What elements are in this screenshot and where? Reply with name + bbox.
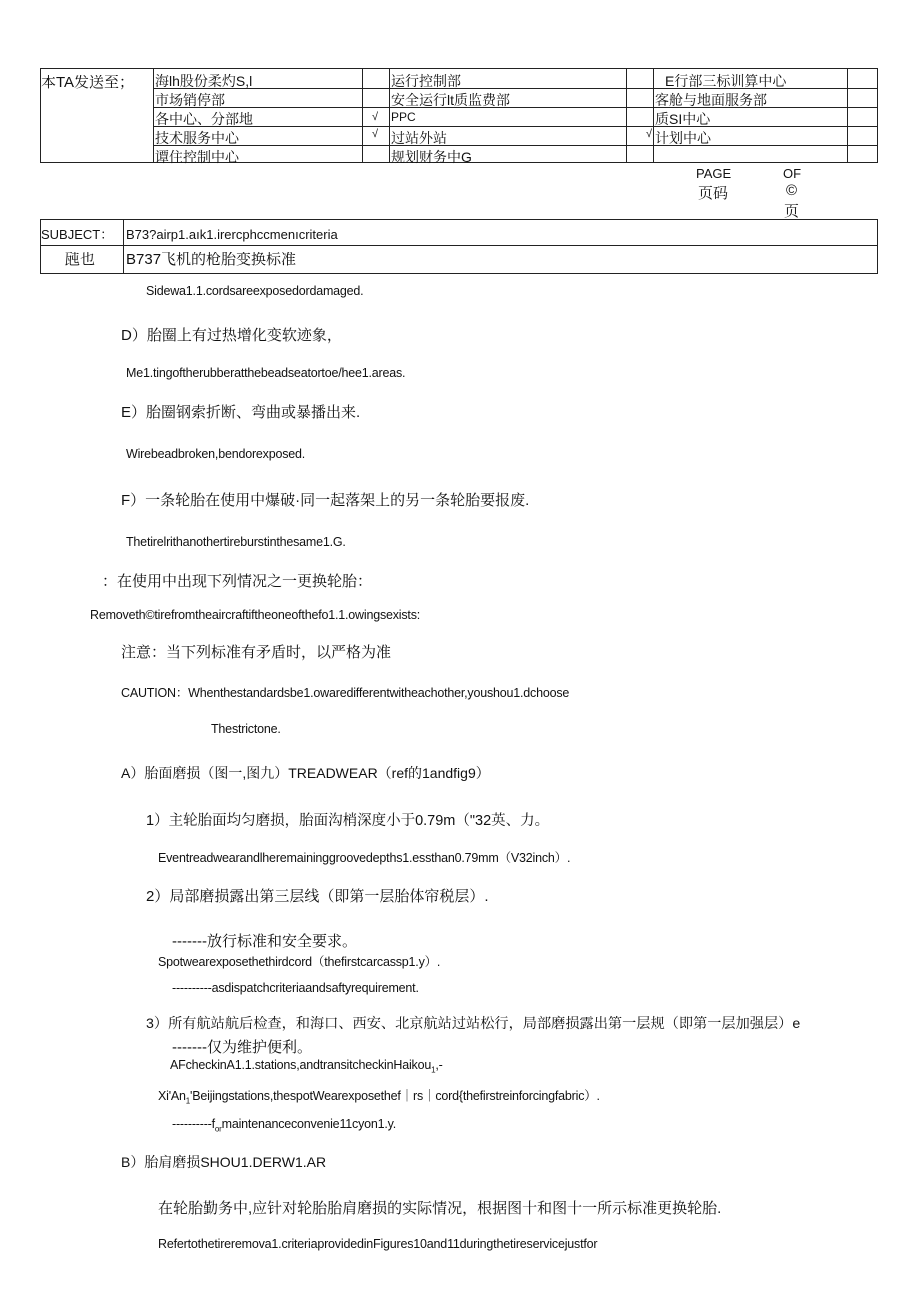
body-line (158, 1086, 600, 1106)
check-mark: √ (372, 111, 379, 123)
body-line: CAUTION：Whenthestandardsbe1.owaredifferentwitheachother,youshou1.dchoose (121, 686, 570, 700)
body-line: Thestrictone. (211, 722, 281, 736)
body-text: maintenanceconvenie11cyon1.y. (221, 1117, 397, 1131)
of-label-en: OF (783, 166, 802, 181)
body-subscript: 1 (185, 1096, 191, 1106)
subject-divider (123, 220, 124, 273)
recipient-cell: PPC (391, 110, 416, 124)
grid-divider (847, 69, 848, 162)
grid-row-line (153, 145, 877, 146)
recipient-cell: 运行控制部 (391, 73, 461, 89)
grid-divider (153, 69, 154, 162)
recipient-cell: 过站外站 (391, 130, 447, 146)
body-line: B）胎肩磨损SHOU1.DERW1.AR (121, 1154, 327, 1170)
body-line: 3）所有航站航后检查，和海口、西安、北京航站过站松行，局部磨损露出第一层规（即第一层加强层）e (146, 1016, 801, 1032)
body-line: 注意：当下列标准有矛盾时，以严格为准 (121, 644, 392, 661)
recipient-cell: 谭住控制中心 (155, 149, 239, 165)
subject-box (40, 219, 878, 274)
body-subscript: or (214, 1124, 222, 1134)
body-line: F）一条轮胎在使用中爆破·同一起落架上的另一条轮胎要报废. (121, 492, 530, 509)
body-line: ----------asdispatchcriteriaandsaftyrequirement. (172, 981, 419, 995)
body-line: Eventreadwearandlheremaininggroovedepths1.essthan0.79mm（V32inch）. (158, 851, 571, 865)
of-label-zh: 页 (784, 203, 800, 220)
send-to-label: 本TA发送至； (41, 75, 135, 91)
body-line: -------放行标准和安全要求。 (172, 933, 357, 950)
grid-divider (626, 69, 627, 162)
body-text: ----------f (172, 1117, 215, 1131)
body-line (170, 1058, 443, 1075)
page-label-en: PAGE (696, 166, 732, 181)
body-line: Wirebeadbroken,bendorexposed. (126, 447, 306, 461)
grid-divider (389, 69, 390, 162)
body-line: D）胎圈上有过热增化变软迹象， (121, 327, 342, 344)
subject-value-zh: B737飞机的枪胎变换标准 (126, 252, 297, 268)
body-line: Me1.tingoftherubberatthebeadseatortoe/hee1.areas. (126, 366, 406, 380)
body-text: ,- (435, 1058, 443, 1072)
page-label-zh: 页码 (698, 185, 729, 202)
grid-divider (653, 69, 654, 162)
body-line: Spotwearexposethethirdcord（thefirstcarcassp1.y）. (158, 955, 441, 969)
body-text: 'Beijingstations,thespotWearexposethef｜rs｜cord{thefirstreinforcingfabric）. (190, 1089, 600, 1103)
recipient-cell: E行部三标训算中心 (665, 73, 787, 89)
body-line: -------仅为维护便利。 (172, 1039, 312, 1056)
body-line (172, 1117, 396, 1134)
body-line: ：在使用中出现下列情况之一更换轮胎： (102, 573, 373, 590)
grid-row-line (153, 107, 877, 108)
body-line: 2）局部磨损露出第三层线（即第一层胎体帘税层）. (146, 888, 489, 905)
check-mark: √ (372, 128, 379, 140)
body-line: 1）主轮胎面均匀磨损，胎面沟梢深度小于0.79m（"32英、力。 (146, 813, 550, 829)
recipient-cell: 海lh股份柔灼S,l (155, 73, 253, 89)
of-symbol: © (786, 182, 798, 199)
body-line: E）胎圈钢索折断、弯曲或暴播出来. (121, 404, 361, 421)
subject-value-en: B73?airp1.aık1.irercphccmenıcriteria (126, 227, 338, 242)
body-text: Xi'An (158, 1089, 186, 1103)
body-line: Sidewa1.1.cordsareexposedordamaged. (146, 284, 364, 298)
body-line: Refertothetireremova1.criteriaprovidedinFigures10and11duringthetireservicejustfor (158, 1237, 598, 1251)
body-line: A）胎面磨损（图一,图九）TREADWEAR（ref的1andfig9） (121, 765, 490, 781)
recipient-cell: 市场销停部 (155, 92, 225, 108)
recipient-cell: 规划财务中G (391, 149, 472, 165)
recipient-cell: 质SI中心 (655, 111, 711, 127)
grid-row-line (153, 126, 877, 127)
subject-row-line (41, 245, 877, 246)
body-line: Thetirelrithanothertireburstinthesame1.G. (126, 535, 346, 549)
recipient-cell: 安全运行lt质监费部 (391, 92, 510, 108)
subject-label-zh: 瓲也 (65, 252, 96, 268)
subject-label-en: SUBJECT： (41, 227, 114, 242)
recipient-cell: 计划中心 (655, 130, 711, 146)
body-text: AFcheckinA1.1.stations,andtransitcheckinHaikou (170, 1058, 432, 1072)
body-line: Removeth©tirefromtheaircraftiftheoneofthefo1.1.owingsexists: (90, 608, 421, 622)
distribution-table (40, 68, 878, 163)
recipient-cell: 客舱与地面服务部 (655, 92, 767, 108)
body-line: 在轮胎勤务中,应针对轮胎胎肩磨损的实际情况，根据图十和图十一所示标准更换轮胎. (158, 1200, 722, 1217)
grid-divider (362, 69, 363, 162)
body-subscript: 1 (431, 1065, 436, 1075)
recipient-cell: 技术服务中心 (155, 130, 239, 146)
recipient-cell: 各中心、分部地 (155, 111, 253, 127)
check-mark: √ (646, 128, 653, 140)
